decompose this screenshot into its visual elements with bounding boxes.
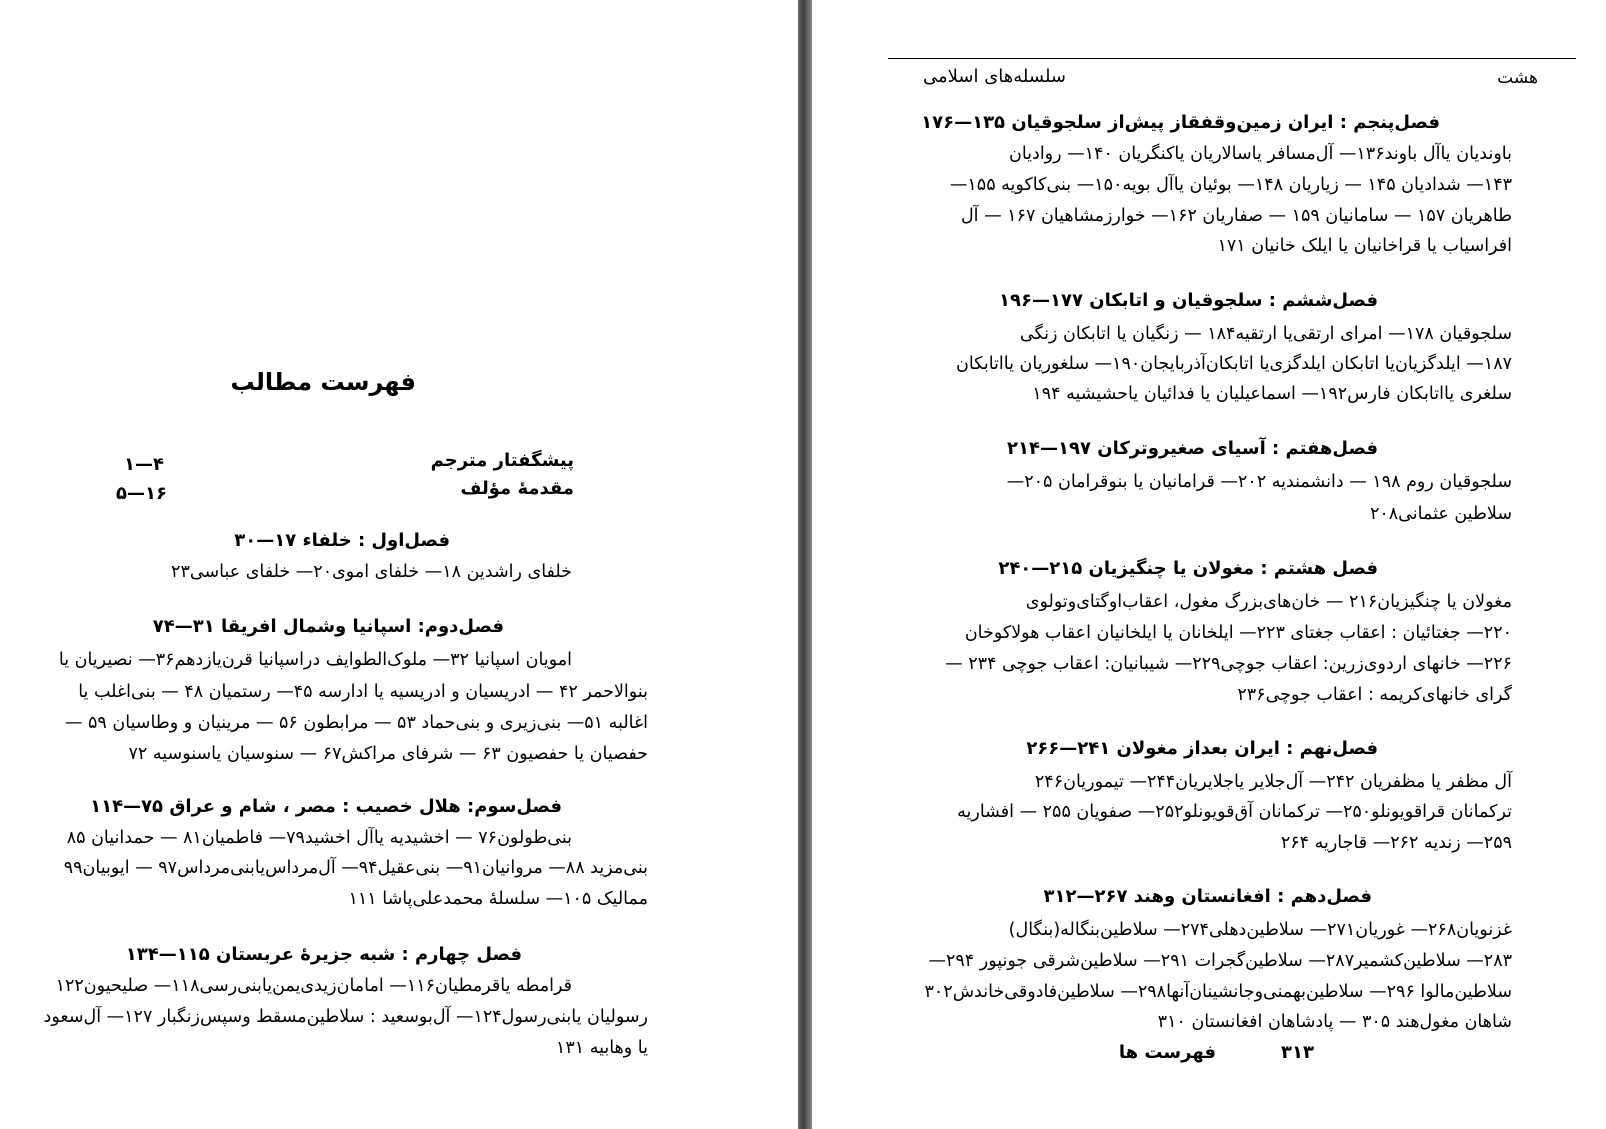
chapter-line: سلاطین عثمانی۲۰۸ <box>1369 504 1512 524</box>
chapter-line: رسولیان یابنی‌رسول۱۲۴— آل‌بوسعید : سلاطین‌مسقط وسپس‌زنگبار ۱۲۷— آل‌سعود <box>43 1007 648 1027</box>
right-page <box>812 0 1606 1129</box>
chapter-heading: فصل‌هفتم : آسیای صغیروترکان ۱۹۷—۲۱۴ <box>1007 438 1378 459</box>
chapter-line: غزنویان۲۶۸— غوریان۲۷۱— سلاطین‌دهلی۲۷۴— سلاطین‌بنگاله(بنگال) <box>1008 920 1512 940</box>
chapter-line: ۲۲۶— خانهای اردوی‌زرین: اعقاب جوچی۲۲۹— شیبانیان: اعقاب جوچی ۲۳۴ — <box>945 654 1512 674</box>
chapter-line: ۲۸۳— سلاطین‌کشمیر۲۸۷— سلاطین‌گجرات ۲۹۱— سلاطین‌شرقی جونپور ۲۹۴— <box>928 951 1512 971</box>
chapter-line: بنوالاحمر ۴۲ — ادریسیان و ادریسیه یا ادارسه ۴۵— رستمیان ۴۸ — بنی‌اغلب یا <box>78 682 648 702</box>
left-page <box>0 0 798 1129</box>
chapter-line: سلغری یااتابکان فارس۱۹۲— اسماعیلیان یا فدائیان یاحشیشیه ۱۹۴ <box>1032 384 1512 404</box>
chapter-line: خلفای راشدین ۱۸— خلفای اموی۲۰— خلفای عباسی۲۳ <box>171 562 572 582</box>
chapter-heading: فصل‌ششم : سلجوقیان و اتابکان ۱۷۷—۱۹۶ <box>999 290 1378 311</box>
chapter-heading: فصل‌پنجم : ایران زمین‌وقفقاز پیش‌از سلجوقیان ۱۳۵—۱۷۶ <box>921 112 1440 133</box>
chapter-heading: فصل هشتم : مغولان یا چنگیزیان ۲۱۵—۲۴۰ <box>998 558 1378 579</box>
chapter-line: سلجوقیان روم ۱۹۸ — دانشمندیه ۲۰۲— قرامانیان یا بنوقرامان ۲۰۵— <box>1006 472 1512 492</box>
author-intro-pages: ۵—۱۶ <box>116 483 167 504</box>
header-book-title: سلسله‌های اسلامی <box>923 66 1066 87</box>
chapter-line: آل مظفر یا مظفریان ۲۴۲— آل‌جلایر یاجلایریان۲۴۴— تیموریان۲۴۶ <box>1034 772 1512 792</box>
page-title: فهرست مطالب <box>230 368 416 396</box>
chapter-line: باوندیان یاآل باوند۱۳۶— آل‌مسافر یاسالاریان یاکنگریان ۱۴۰— روادیان <box>1008 144 1512 164</box>
author-intro-label: مقدمهٔ مؤلف <box>460 478 574 499</box>
chapter-line: قرامطه یاقرمطیان۱۱۶— امامان‌زیدی‌یمن‌یابنی‌رسی۱۱۸— صلیحیون۱۲۲ <box>55 976 572 996</box>
chapter-line: بنی‌مزید ۸۸— مروانیان۹۱— بنی‌عقیل۹۴— آل‌مرداس‌یابنی‌مرداس۹۷ — ایوبیان۹۹ <box>63 858 648 878</box>
chapter-line: طاهریان ۱۵۷ — سامانیان ۱۵۹ — صفاریان ۱۶۲— خوارزمشاهیان ۱۶۷ — آل <box>960 206 1512 226</box>
chapter-line: گرای خانهای‌کریمه : اعقاب جوچی۲۳۶ <box>1237 685 1512 705</box>
chapter-heading: فصل‌دهم : افغانستان وهند ۲۶۷—۳۱۲ <box>1043 886 1372 907</box>
chapter-line: شاهان مغول‌هند ۳۰۵ — پادشاهان افغانستان ۳۱۰ <box>1157 1012 1512 1032</box>
chapter-line: بنی‌طولون۷۶ — اخشیدیه یاآل اخشید۷۹— فاطمیان۸۱ — حمدانیان ۸۵ <box>66 828 572 848</box>
chapter-heading: فصل‌نهم : ایران بعداز مغولان ۲۴۱—۲۶۶ <box>1026 738 1378 759</box>
header-page-number: هشت <box>1497 68 1538 88</box>
chapter-line: ۲۵۹— زندیه ۲۶۲— قاجاریه ۲۶۴ <box>1280 833 1512 853</box>
chapter-line: افراسیاب یا قراخانیان یا ایلک خانیان ۱۷۱ <box>1217 236 1512 256</box>
chapter-line: ۱۴۳— شدادیان ۱۴۵ — زیاریان ۱۴۸— بوئیان یاآل بویه۱۵۰— بنی‌کاکویه ۱۵۵— <box>949 175 1512 195</box>
chapter-line: سلاطین‌مالوا ۲۹۶— سلاطین‌بهمنی‌وجانشینان‌آنها۲۹۸— سلاطین‌فادوقی‌خاندش۳۰۲ <box>924 982 1512 1002</box>
translator-preface-pages: ۱—۴ <box>124 454 164 475</box>
chapter-line: یا وهابیه ۱۳۱ <box>555 1038 648 1058</box>
chapter-line: امویان اسپانیا ۳۲— ملوک‌الطوایف دراسپانیا قرن‌یازدهم۳۶— نصیریان یا <box>58 650 572 670</box>
chapter-line: اغالبه ۵۱— بنی‌زیری و بنی‌حماد ۵۳ — مرابطون ۵۶ — مرینیان و وطاسیان ۵۹ — <box>64 713 648 733</box>
index-page: ۳۱۳ <box>1281 1042 1314 1063</box>
chapter-line: ۲۲۰— جغتائیان : اعقاب جغتای ۲۲۳— ایلخانان یا ایلخانیان اعقاب هولاکوخان <box>964 623 1512 643</box>
chapter-line: ۱۸۷— ایلدگزیان‌یا اتابکان ایلدگزی‌یا اتابکان‌آذربایجان۱۹۰— سلغوریان یااتابکان <box>955 354 1512 374</box>
chapter-line: مغولان یا چنگیزیان۲۱۶ — خان‌های‌بزرگ مغول، اعقاب‌اوگتای‌وتولوی <box>1025 592 1512 612</box>
header-rule <box>888 58 1576 59</box>
index-label: فهرست ها <box>1118 1042 1216 1063</box>
book-spine <box>798 0 812 1129</box>
chapter-heading: فصل‌سوم: هلال خصیب : مصر ، شام و عراق ۷۵—۱۱۴ <box>90 796 562 817</box>
chapter-line: حفصیان یا حفصیون ۶۳ — شرفای مراکش۶۷ — سنوسیان یاسنوسیه ۷۲ <box>128 744 648 764</box>
translator-preface-label: پیشگفتار مترجم <box>430 450 574 471</box>
chapter-heading: فصل‌اول : خلفاء ۱۷—۳۰ <box>234 530 450 551</box>
chapter-line: سلجوقیان ۱۷۸— امرای ارتقی‌یا ارتقیه۱۸۴ — زنگیان یا اتابکان زنگی <box>1019 324 1512 344</box>
chapter-heading: فصل‌دوم: اسپانیا وشمال افریقا ۳۱—۷۴ <box>152 616 504 637</box>
chapter-line: ترکمانان قراقویونلو۲۵۰— ترکمانان آق‌قویونلو۲۵۲— صفویان ۲۵۵ — افشاریه <box>957 802 1512 822</box>
chapter-heading: فصل چهارم : شبه جزیرهٔ عربستان ۱۱۵—۱۳۴ <box>125 944 522 965</box>
chapter-line: ممالیک ۱۰۵— سلسلهٔ محمدعلی‌پاشا ۱۱۱ <box>348 889 648 909</box>
